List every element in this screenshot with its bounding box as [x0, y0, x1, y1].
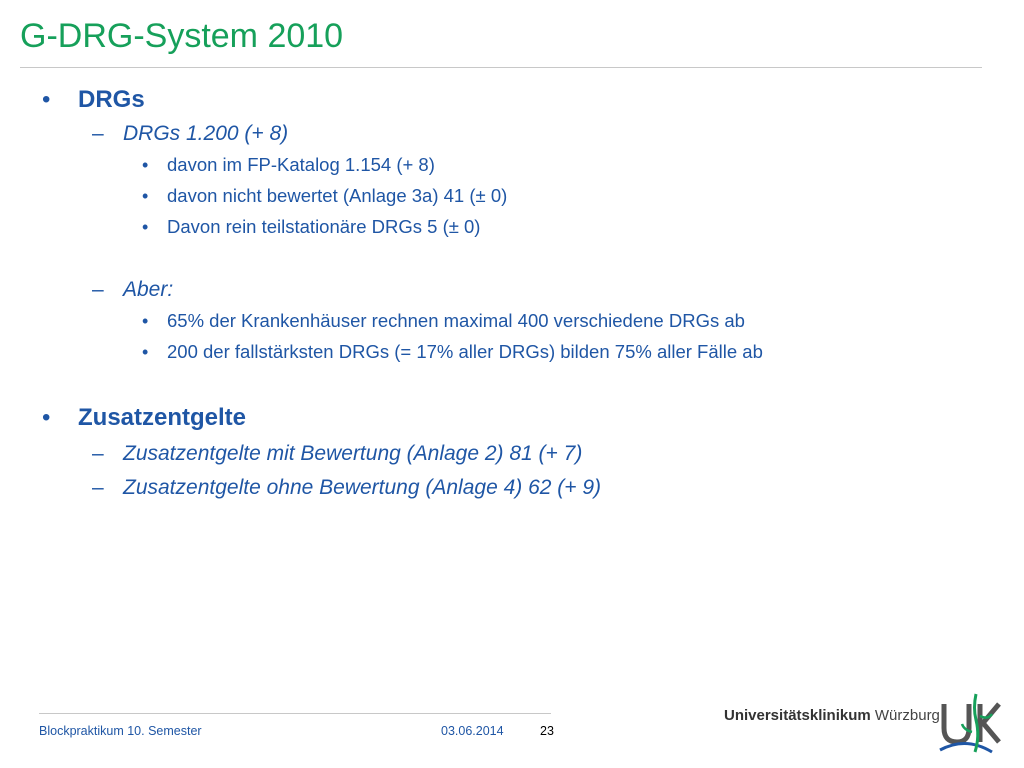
- bullet-icon: •: [42, 404, 51, 431]
- institution-name: [724, 707, 940, 725]
- point-fp-katalog: davon im FP-Katalog 1.154 (+ 8): [167, 154, 435, 175]
- subitem-ohne-bewertung: Zusatzentgelte ohne Bewertung (Anlage 4) 62 (+ 9): [123, 476, 602, 499]
- footer-divider: [39, 713, 551, 714]
- dash-icon: –: [92, 476, 104, 499]
- dash-icon: –: [92, 442, 104, 465]
- ukw-logo-icon: [936, 690, 1006, 758]
- slide-title: G-DRG-System 2010: [20, 17, 344, 55]
- section-heading-drgs: DRGs: [78, 86, 145, 113]
- section-heading-zusatzentgelte: Zusatzentgelte: [78, 404, 247, 431]
- dash-icon: –: [92, 122, 104, 145]
- bullet-icon: •: [142, 311, 149, 331]
- footer-course: Blockpraktikum 10. Semester: [39, 724, 202, 738]
- subitem-aber: Aber:: [123, 278, 174, 301]
- point-teilstationaer: Davon rein teilstationäre DRGs 5 (± 0): [167, 216, 481, 237]
- footer-date: 03.06.2014: [441, 724, 504, 738]
- bullet-icon: •: [42, 86, 51, 113]
- bullet-icon: •: [142, 217, 149, 237]
- bullet-icon: •: [142, 342, 149, 362]
- subitem-drgs-count: DRGs 1.200 (+ 8): [123, 122, 289, 145]
- subitem-mit-bewertung: Zusatzentgelte mit Bewertung (Anlage 2) 81 (+ 7): [123, 442, 583, 465]
- footer-page-number: 23: [540, 724, 554, 738]
- point-nicht-bewertet: davon nicht bewertet (Anlage 3a) 41 (± 0): [167, 185, 508, 206]
- dash-icon: –: [92, 278, 104, 301]
- institution-name-city: Würzburg: [870, 707, 940, 724]
- institution-name-bold: Universitätsklinikum: [724, 707, 871, 724]
- bullet-icon: •: [142, 186, 149, 206]
- point-fallstaerkste-drgs: 200 der fallstärksten DRGs (= 17% aller DRGs) bilden 75% aller Fälle ab: [167, 341, 763, 362]
- point-krankenhaeuser: 65% der Krankenhäuser rechnen maximal 400 verschiedene DRGs ab: [167, 310, 745, 331]
- bullet-icon: •: [142, 155, 149, 175]
